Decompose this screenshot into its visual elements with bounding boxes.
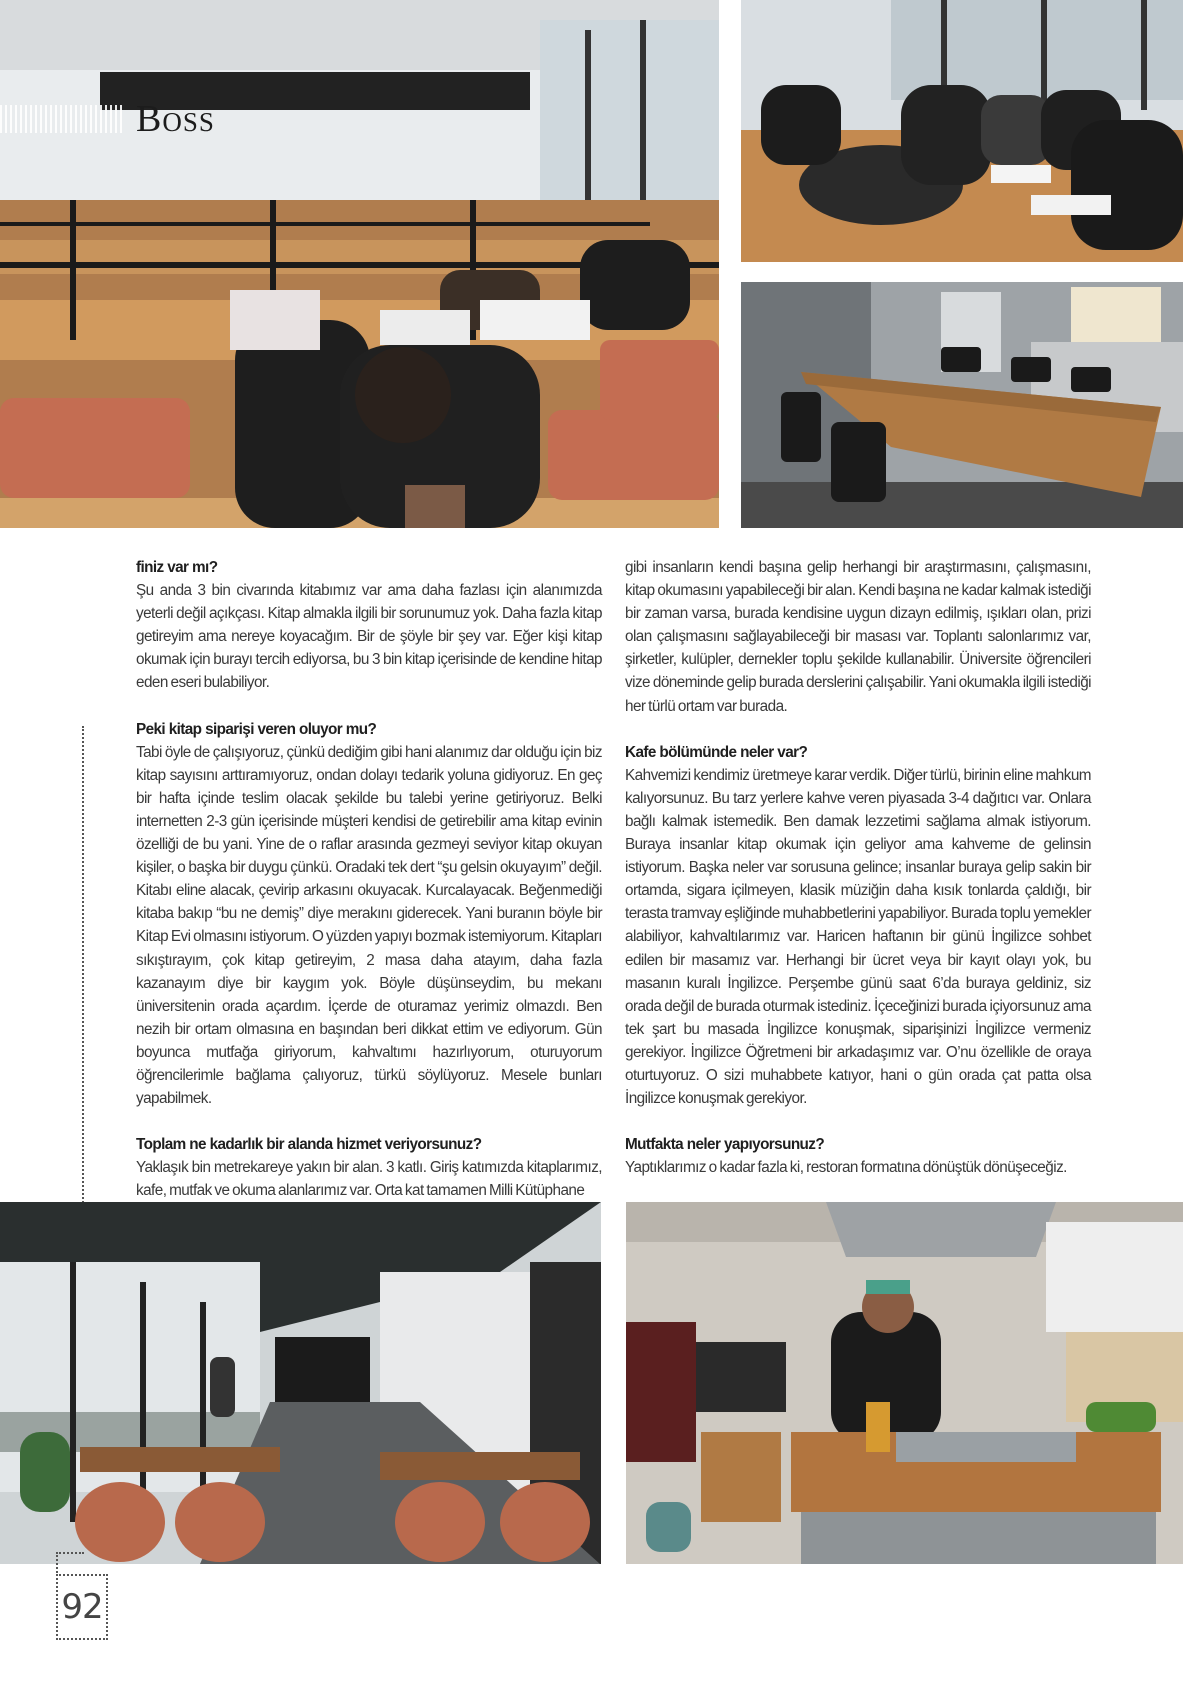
question-heading: finiz var mı? bbox=[136, 559, 218, 576]
question-heading: Mutfakta neler yapıyorsunuz? bbox=[625, 1136, 825, 1154]
answer-paragraph: Tabi öyle de çalışıyoruz, çünkü dediğim gibi hani alanımız dar olduğu için biz kitap sayısını arttıramıyoruz, ondan dolayı tedarik yoluna gidiyoruz. En geç bir hafta içinde teslim olacak şekilde bu talebi yerine getiriyoruz. Belki internetten 2-3 gün içerisinde müşteri kendisi de getirebilir ama kitap evinin özelliği de bu yani. Yine de o raflar arasında gezmeyi seviyor kitap okuyan kişiler, o başka bir duygu çünkü. Oradaki tek dert “şu gelsin okuyayım” değil. Kitabı eline alacak, çevirip arkasını okuyacak. Kurcalayacak. Beğenmediği kitaba bakıp “bu ne demiş” diye merakını giderecek. Yani buranın böyle bir Kitap Evi olmasını istiyorum. O yüzden yapıyı bozmak istemiyorum. Kitapları sıkıştırayım, çok kitap getireyim, 2 masa daha atayım, daha fazla kazanayım diye bir kaygım yok. Böyle düşünseydim, bu mekanı üniversitenin orada açardım. İçerde de oturamaz yerimiz olmazdı. Ben nezih bir ortam olmasına en başından beri dikkat ettim ve ediyorum. Gün boyunca mutfağa giriyorum, kahvaltımı hazırlıyorum, oturuyorum öğrencilerimle bağlama çalıyoruz, türkü söylüyoruz. Mesele bunları yapabilmek. bbox=[136, 743, 602, 1108]
question-heading: Peki kitap siparişi veren oluyor mu? bbox=[136, 720, 377, 738]
article-column-left bbox=[136, 556, 602, 1202]
photo-meeting-room bbox=[741, 282, 1183, 528]
photo-study-hall bbox=[0, 0, 719, 528]
photo-terrace-cafe bbox=[0, 1202, 601, 1564]
question-heading: Kafe bölümünde neler var? bbox=[625, 743, 808, 761]
answer-paragraph: Şu anda 3 bin civarında kitabımız var ama daha fazlası için alanımızda yeterli değil açıkçası. Kitap almakla ilgili bir sorunumuz yok. Daha fazla kitap getireyim ama nereye koyacağım. Bir de şöyle bir şey var. Eğer kişi kitap okumak için burayı tercih ediyorsa, bu 3 bin kitap içerisinde de kendine hitap eden eseri bulabiliyor. bbox=[136, 582, 602, 692]
answer-paragraph: Yaptıklarımız o kadar fazla ki, restoran formatına dönüştük dönüşeceğiz. bbox=[625, 1159, 1067, 1177]
brand-stripes bbox=[0, 105, 124, 133]
brand-name: Boss bbox=[136, 98, 215, 140]
brand-header bbox=[0, 98, 260, 140]
answer-paragraph: Kahvemizi kendimiz üretmeye karar verdik. Diğer türlü, birinin eline mahkum kalıyorsunuz. Bu tarz yerlere kahve veren piyasada 3-4 dağıtıcı var. Onlara bağlı kalmak istemedik. Ben damak lezzetimi sağlama almak istiyorum. Buraya insanlar kitap okumak için geliyor ama kahveme de gelinsin istiyorum. Başka neler var sorusuna gelince; insanlar buraya gelip sakin bir ortamda, sigara içilmeyen, klasik müziğin daha kısık tonlarda çaldığı, bir terasta tramvay eşliğinde muhabbetlerini yapabiliyor. Burada toplu yemekler alabiliyor, kahvaltılarımız var. Haricen haftanın bir günü İngilizce sohbet edilen bir masamız var. Herhangi bir ücret veya bir kayıt olayı yok, bu masanın kuralı İngilizce. Perşembe günü saat 6’da buraya geldiniz, siz orada değil de burada oturmak istediniz. İçeceğinizi burada içiyorsunuz ama tek şart bu masada İngilizce konuşmak, siparişinizi İngilizce vermeniz gerekiyor. İngilizce Öğretmeni bir arkadaşımız var. O’nu özellikle de oraya oturtuyoruz. O sizi muhabbete katıyor, hani o gün orada çat patta olsa İngilizce konuşmak gerekiyor. bbox=[625, 766, 1091, 1108]
answer-paragraph: Yaklaşık bin metrekareye yakın bir alan. 3 katlı. Giriş katımızda kitaplarımız, kafe, mutfak ve okuma alanlarımız var. Orta kat tamamen Milli Kütüphane bbox=[136, 1159, 602, 1200]
photo-group-table bbox=[741, 0, 1183, 262]
question-heading: Toplam ne kadarlık bir alanda hizmet veriyorsunuz? bbox=[136, 1136, 482, 1154]
answer-paragraph: gibi insanların kendi başına gelip herhangi bir araştırmasını, çalışmasını, kitap okumasını yapabileceği bir alan. Kendi başına ne kadar kalmak istediği bir zaman varsa, burada kendisine uygun dizayn edilmiş, ışıkları olan, prizi olan çalışmasını sağlayabileceği bir masası var. Toplantı salonlarımız var, şirketler, kulüpler, dernekler toplu şekilde kullanabilir. Üniversite öğrencileri vize döneminde gelip burada derslerini çalışabilir. Yani okumakla ilgili istediği her türlü ortam var burada. bbox=[625, 559, 1091, 715]
page-number: 92 bbox=[56, 1574, 108, 1640]
article-column-right bbox=[625, 556, 1091, 1179]
photo-kitchen-chef bbox=[626, 1202, 1183, 1564]
